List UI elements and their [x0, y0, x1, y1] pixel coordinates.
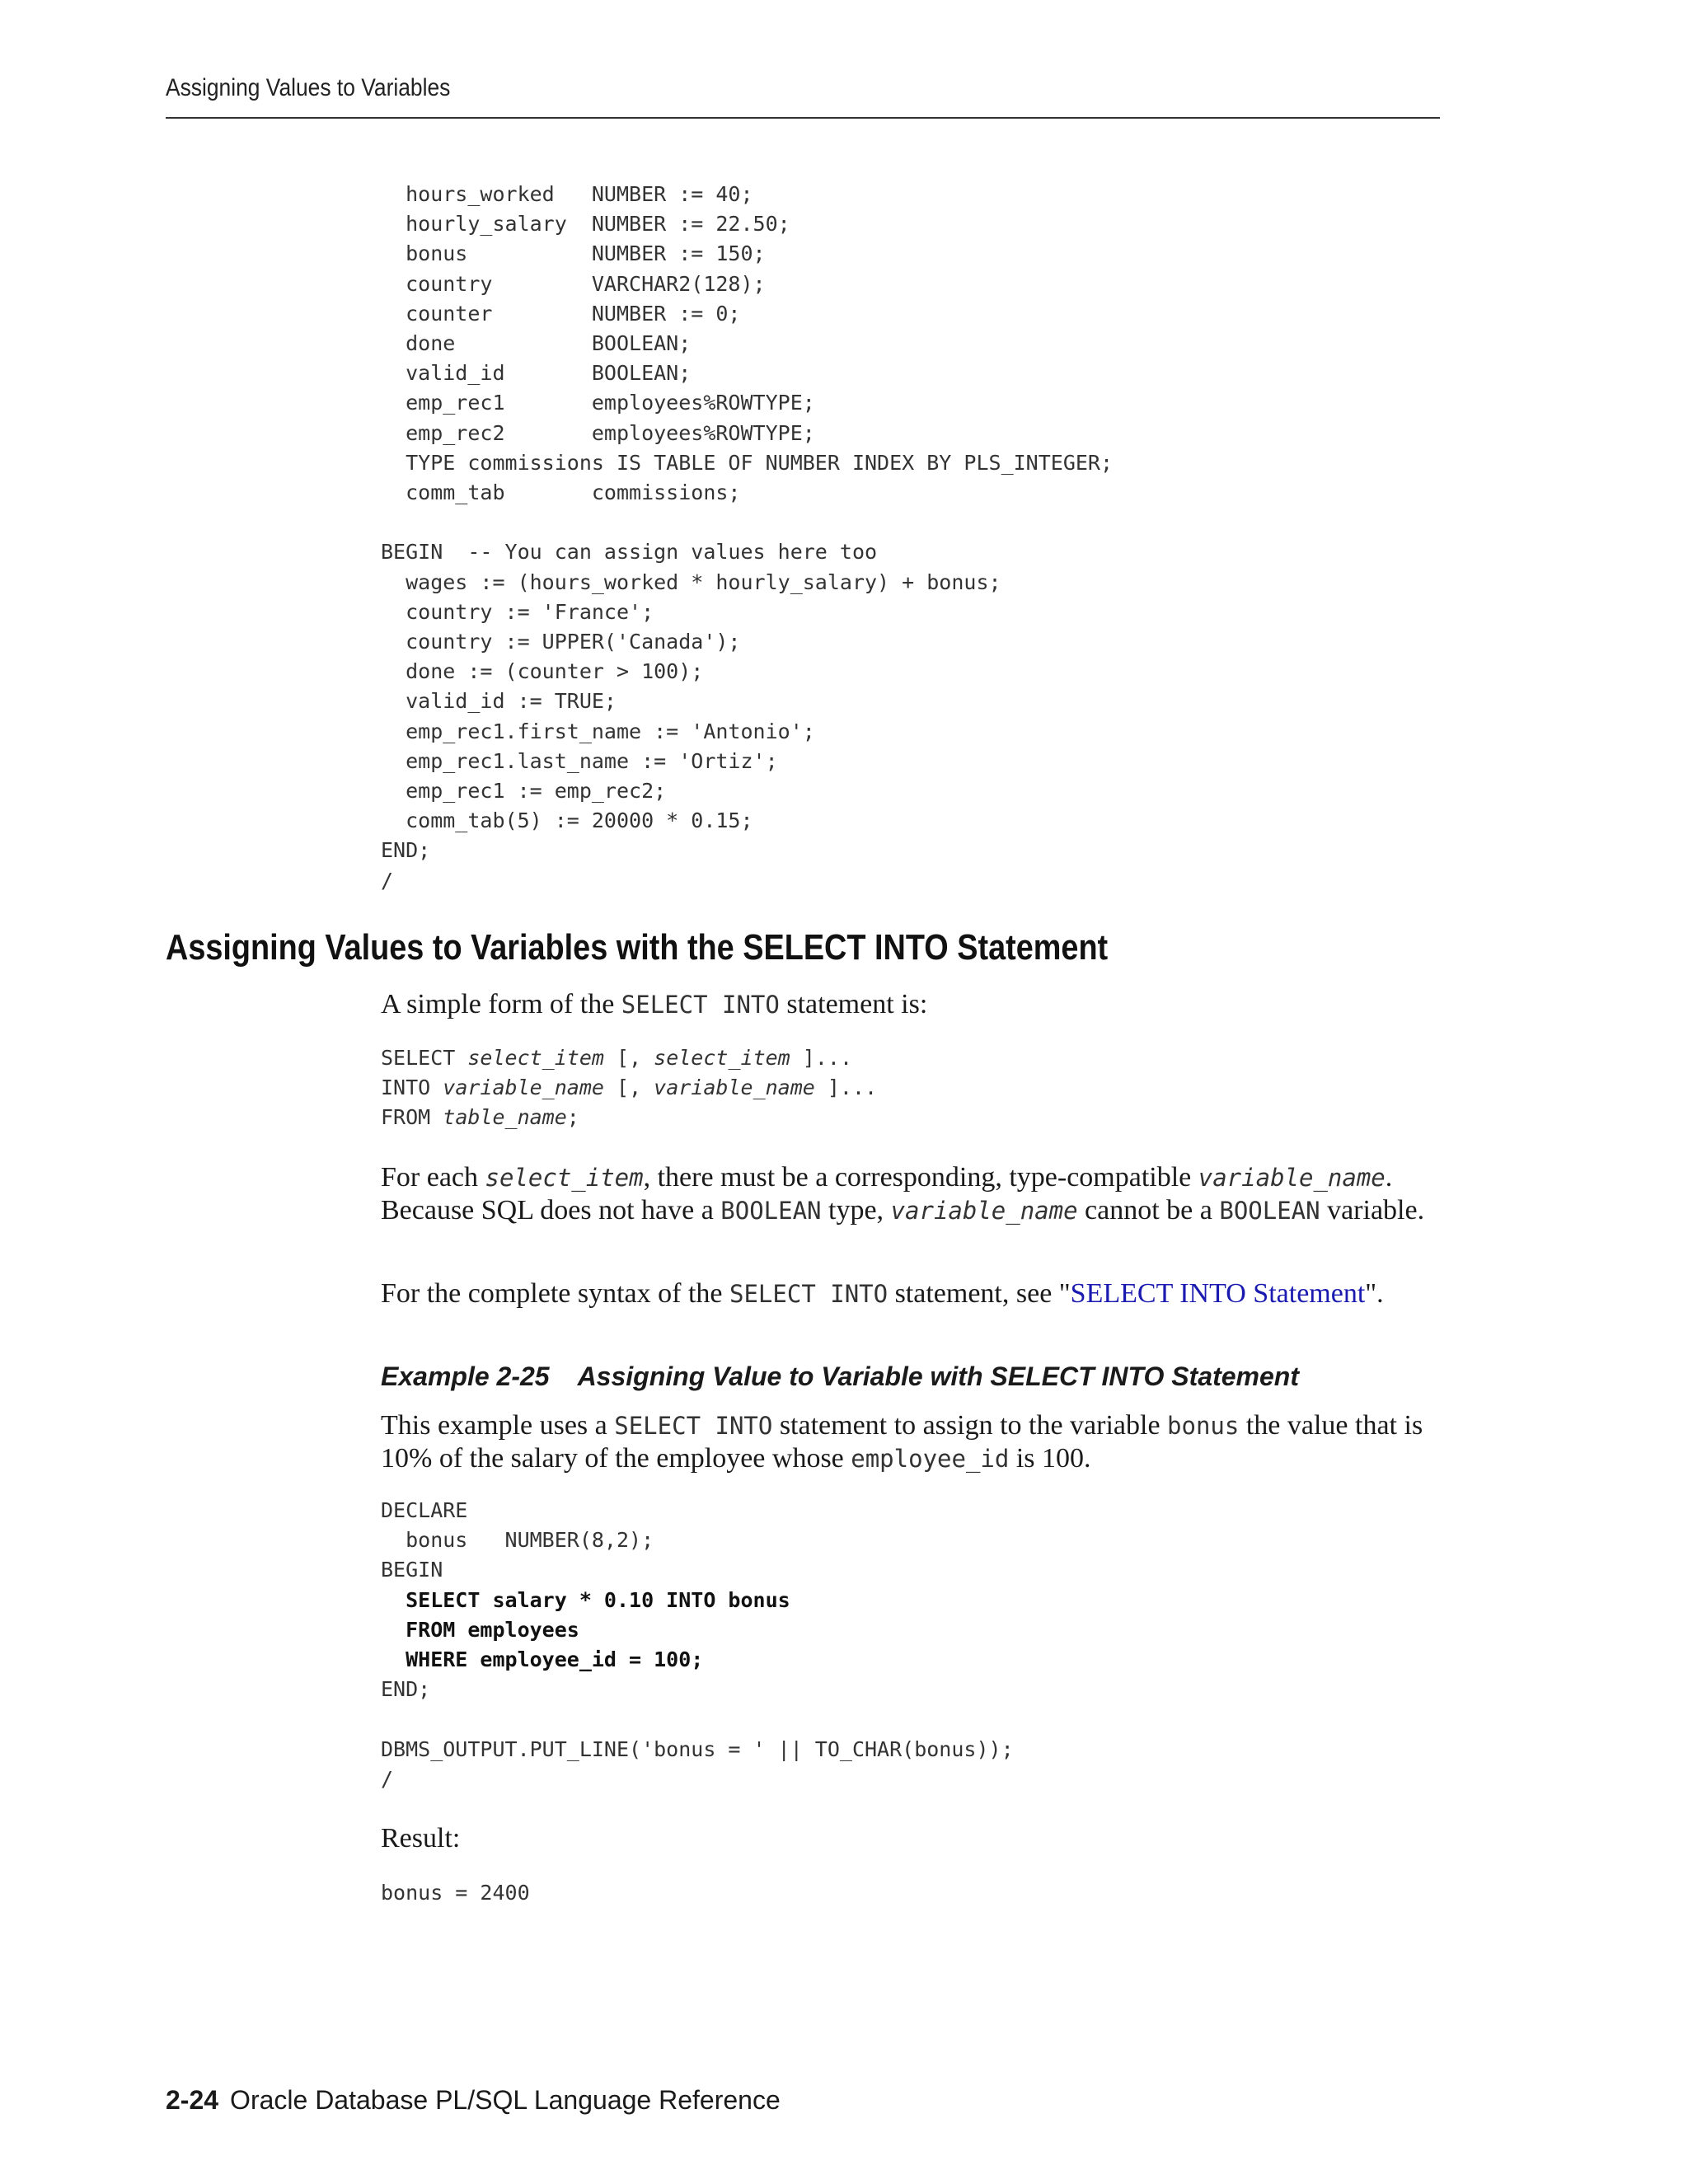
- code-line: TYPE commissions IS TABLE OF NUMBER INDEX BY PLS_INTEGER;: [381, 450, 1114, 475]
- intro-paragraph: A simple form of the SELECT INTO statement is:: [381, 989, 928, 1019]
- code-line: emp_rec1 := emp_rec2;: [381, 779, 667, 804]
- example-description: This example uses a SELECT INTO statement to assign to the variable bonus the value that is 10% of the salary of the employee whose employee_id is 100.: [381, 1410, 1423, 1474]
- inline-code: SELECT INTO: [621, 991, 780, 1019]
- result-label: Result:: [381, 1823, 461, 1854]
- select-into-statement-link[interactable]: SELECT INTO Statement: [1070, 1278, 1366, 1309]
- code-line: wages := (hours_worked * hourly_salary) + bonus;: [381, 569, 1001, 594]
- code-line: /: [381, 868, 394, 893]
- code-line: done := (counter > 100);: [381, 659, 704, 684]
- code-line: valid_id := TRUE;: [381, 689, 617, 714]
- result-output: bonus = 2400: [381, 1881, 530, 1905]
- code-line: END;: [381, 838, 431, 863]
- code-block-example: DECLARE bonus NUMBER(8,2); BEGIN SELECT salary * 0.10 INTO bonus FROM employees WHERE employee_id = 100; END; DBMS_OUTPUT.PUT_LINE('bonus = ' || TO_CHAR(bonus)); /: [381, 1498, 1014, 1791]
- code-line: emp_rec1.first_name := 'Antonio';: [381, 719, 815, 743]
- code-line: country := 'France';: [381, 599, 654, 624]
- book-title: Oracle Database PL/SQL Language Reference: [230, 2085, 781, 2115]
- code-block-declarations: [381, 180, 1113, 896]
- running-header: Assigning Values to Variables: [166, 74, 451, 101]
- code-line: country := UPPER('Canada');: [381, 630, 741, 654]
- select-item-paragraph: For each select_item, there must be a corresponding, type-compatible variable_name. Because SQL does not have a BOOLEAN type, variable_name cannot be a BOOLEAN variable.: [381, 1162, 1425, 1226]
- code-line: done BOOLEAN;: [381, 331, 692, 356]
- code-line: country VARCHAR2(128);: [381, 271, 766, 296]
- code-line: bonus NUMBER := 150;: [381, 241, 766, 266]
- code-line: hours_worked NUMBER := 40;: [381, 182, 753, 206]
- section-title: Assigning Values to Variables with the SELECT INTO Statement: [166, 927, 1109, 968]
- code-line: emp_rec1 employees%ROWTYPE;: [381, 391, 815, 415]
- code-line: counter NUMBER := 0;: [381, 301, 741, 326]
- code-line: hourly_salary NUMBER := 22.50;: [381, 212, 790, 237]
- header-rule: [166, 117, 1440, 119]
- code-line: comm_tab commissions;: [381, 480, 741, 505]
- syntax-reference-paragraph: For the complete syntax of the SELECT INTO statement, see "SELECT INTO Statement".: [381, 1278, 1384, 1309]
- page-footer: [166, 2085, 781, 2116]
- page-number: 2-24: [166, 2085, 219, 2115]
- code-line: comm_tab(5) := 20000 * 0.15;: [381, 808, 753, 833]
- syntax-block: SELECT select_item [, select_item ]... INTO variable_name [, variable_name ]... FROM table_name;: [381, 1046, 878, 1130]
- code-line: emp_rec1.last_name := 'Ortiz';: [381, 748, 778, 773]
- example-title: Example 2-25 Assigning Value to Variable with SELECT INTO Statement: [381, 1361, 1299, 1391]
- code-line: BEGIN -- You can assign values here too: [381, 540, 878, 565]
- code-line: emp_rec2 employees%ROWTYPE;: [381, 420, 815, 445]
- code-line: valid_id BOOLEAN;: [381, 361, 692, 386]
